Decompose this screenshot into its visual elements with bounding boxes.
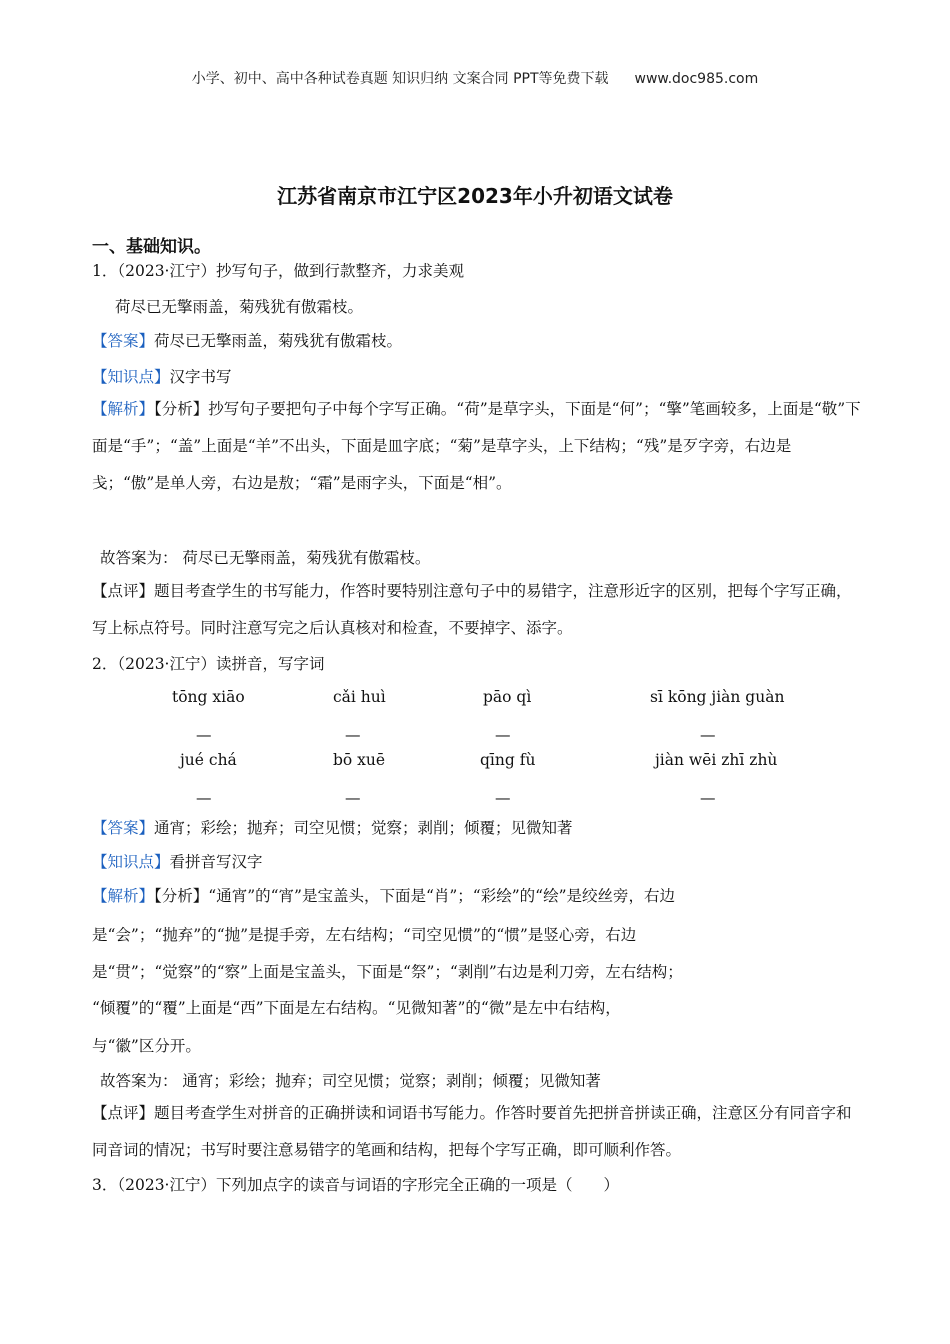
pinyin-item: pāo qì xyxy=(483,688,532,706)
q2-analysis-line: 与“徽”区分开。 xyxy=(92,1037,201,1055)
page-header xyxy=(0,68,950,88)
q2-comment: 【点评】题目考查学生对拼音的正确拼读和词语书写能力。作答时要首先把拼音拼读正确，注意区分有同音字和同音词的情况；书写时要注意易错字的笔画和结构，把每个字写正确，即可顺利作答。 xyxy=(92,1104,852,1159)
q2-analysis-line xyxy=(92,884,675,906)
kp-text: 汉字书写 xyxy=(169,368,232,386)
answer-blank[interactable]: — xyxy=(700,789,716,807)
kp-tag: 【知识点】 xyxy=(92,368,170,386)
answer-tag: 【答案】 xyxy=(92,332,155,350)
q1-comment: 【点评】题目考查学生的书写能力，作答时要特别注意句子中的易错字，注意形近字的区别，把每个字写正确，写上标点符号。同时注意写完之后认真核对和检查，不要掉字、添字。 xyxy=(92,582,852,637)
answer-text: 通宵；彩绘；抛弃；司空见惯；觉察；剥削；倾覆；见微知著 xyxy=(154,819,573,837)
answer-blank[interactable]: — xyxy=(495,789,511,807)
q2-answer xyxy=(92,816,573,838)
q2-stem: 2．（2023·江宁）读拼音，写字词 xyxy=(92,655,325,673)
header-text: 小学、初中、高中各种试卷真题 知识归纳 文案合同 PPT等免费下载 xyxy=(191,71,609,87)
pinyin-item: qīng fù xyxy=(480,751,536,769)
answer-tag: 【答案】 xyxy=(92,819,155,837)
page-title: 江苏省南京市江宁区2023年小升初语文试卷 xyxy=(277,184,673,208)
section-heading: 一、基础知识。 xyxy=(92,237,211,257)
answer-text: 荷尽已无擎雨盖，菊残犹有傲霜枝。 xyxy=(154,332,403,350)
answer-blank[interactable]: — xyxy=(345,789,361,807)
kp-text: 看拼音写汉字 xyxy=(169,853,263,871)
q1-sentence: 荷尽已无擎雨盖，菊残犹有傲霜枝。 xyxy=(115,298,364,316)
pinyin-item: jiàn wēi zhī zhù xyxy=(655,751,778,769)
pinyin-item: jué chá xyxy=(180,751,237,769)
analysis-tag: 【解析】 xyxy=(92,400,155,418)
analysis-text: 【分析】抄写句子要把句子中每个字写正确。“荷”是草字头，下面是“何”；“擎”笔画较多，上面是“敬”下面是“手”；“盖”上面是“羊”不出头，下面是皿字底；“菊”是草字头，上下结构；“残”是歹字旁，右边是戋；“傲”是单人旁，右边是敖；“霜”是雨字头，下面是“相”。 xyxy=(92,400,861,492)
q1-analysis xyxy=(92,391,862,502)
q2-knowledge-point xyxy=(92,850,263,872)
kp-tag: 【知识点】 xyxy=(92,853,170,871)
answer-blank[interactable]: — xyxy=(345,726,361,744)
q1-final-answer: 故答案为： 荷尽已无擎雨盖，菊残犹有傲霜枝。 xyxy=(100,549,431,567)
pinyin-item: sī kōng jiàn guàn xyxy=(650,688,785,706)
q1-stem: 1．（2023·江宁）抄写句子，做到行款整齐，力求美观 xyxy=(92,262,464,280)
q1-knowledge-point xyxy=(92,365,232,387)
pinyin-item: bō xuē xyxy=(333,751,386,769)
pinyin-item: cǎi huì xyxy=(333,688,386,706)
q3-stem: 3．（2023·江宁）下列加点字的读音与词语的字形完全正确的一项是（ ） xyxy=(92,1176,619,1194)
analysis-text: 【分析】“通宵”的“宵”是宝盖头，下面是“肖”；“彩绘”的“绘”是绞丝旁，右边 xyxy=(154,887,676,905)
q2-analysis-line: 是“会”；“抛弃”的“抛”是提手旁，左右结构；“司空见惯”的“惯”是竖心旁，右边 xyxy=(92,926,637,944)
answer-blank[interactable]: — xyxy=(196,789,212,807)
q2-analysis-line: 是“贯”；“觉察”的“察”上面是宝盖头，下面是“祭”；“剥削”右边是利刀旁，左右结构； xyxy=(92,963,683,981)
q2-final-answer: 故答案为： 通宵；彩绘；抛弃；司空见惯；觉察；剥削；倾覆；见微知著 xyxy=(100,1072,601,1090)
answer-blank[interactable]: — xyxy=(196,726,212,744)
analysis-tag: 【解析】 xyxy=(92,887,155,905)
header-url[interactable]: www.doc985.com xyxy=(634,71,759,87)
pinyin-item: tōng xiāo xyxy=(172,688,245,706)
answer-blank[interactable]: — xyxy=(495,726,511,744)
answer-blank[interactable]: — xyxy=(700,726,716,744)
q1-answer xyxy=(92,329,402,351)
q2-analysis-line: “倾覆”的“覆”上面是“西”下面是左右结构。“见微知著”的“微”是左中右结构， xyxy=(92,999,621,1017)
